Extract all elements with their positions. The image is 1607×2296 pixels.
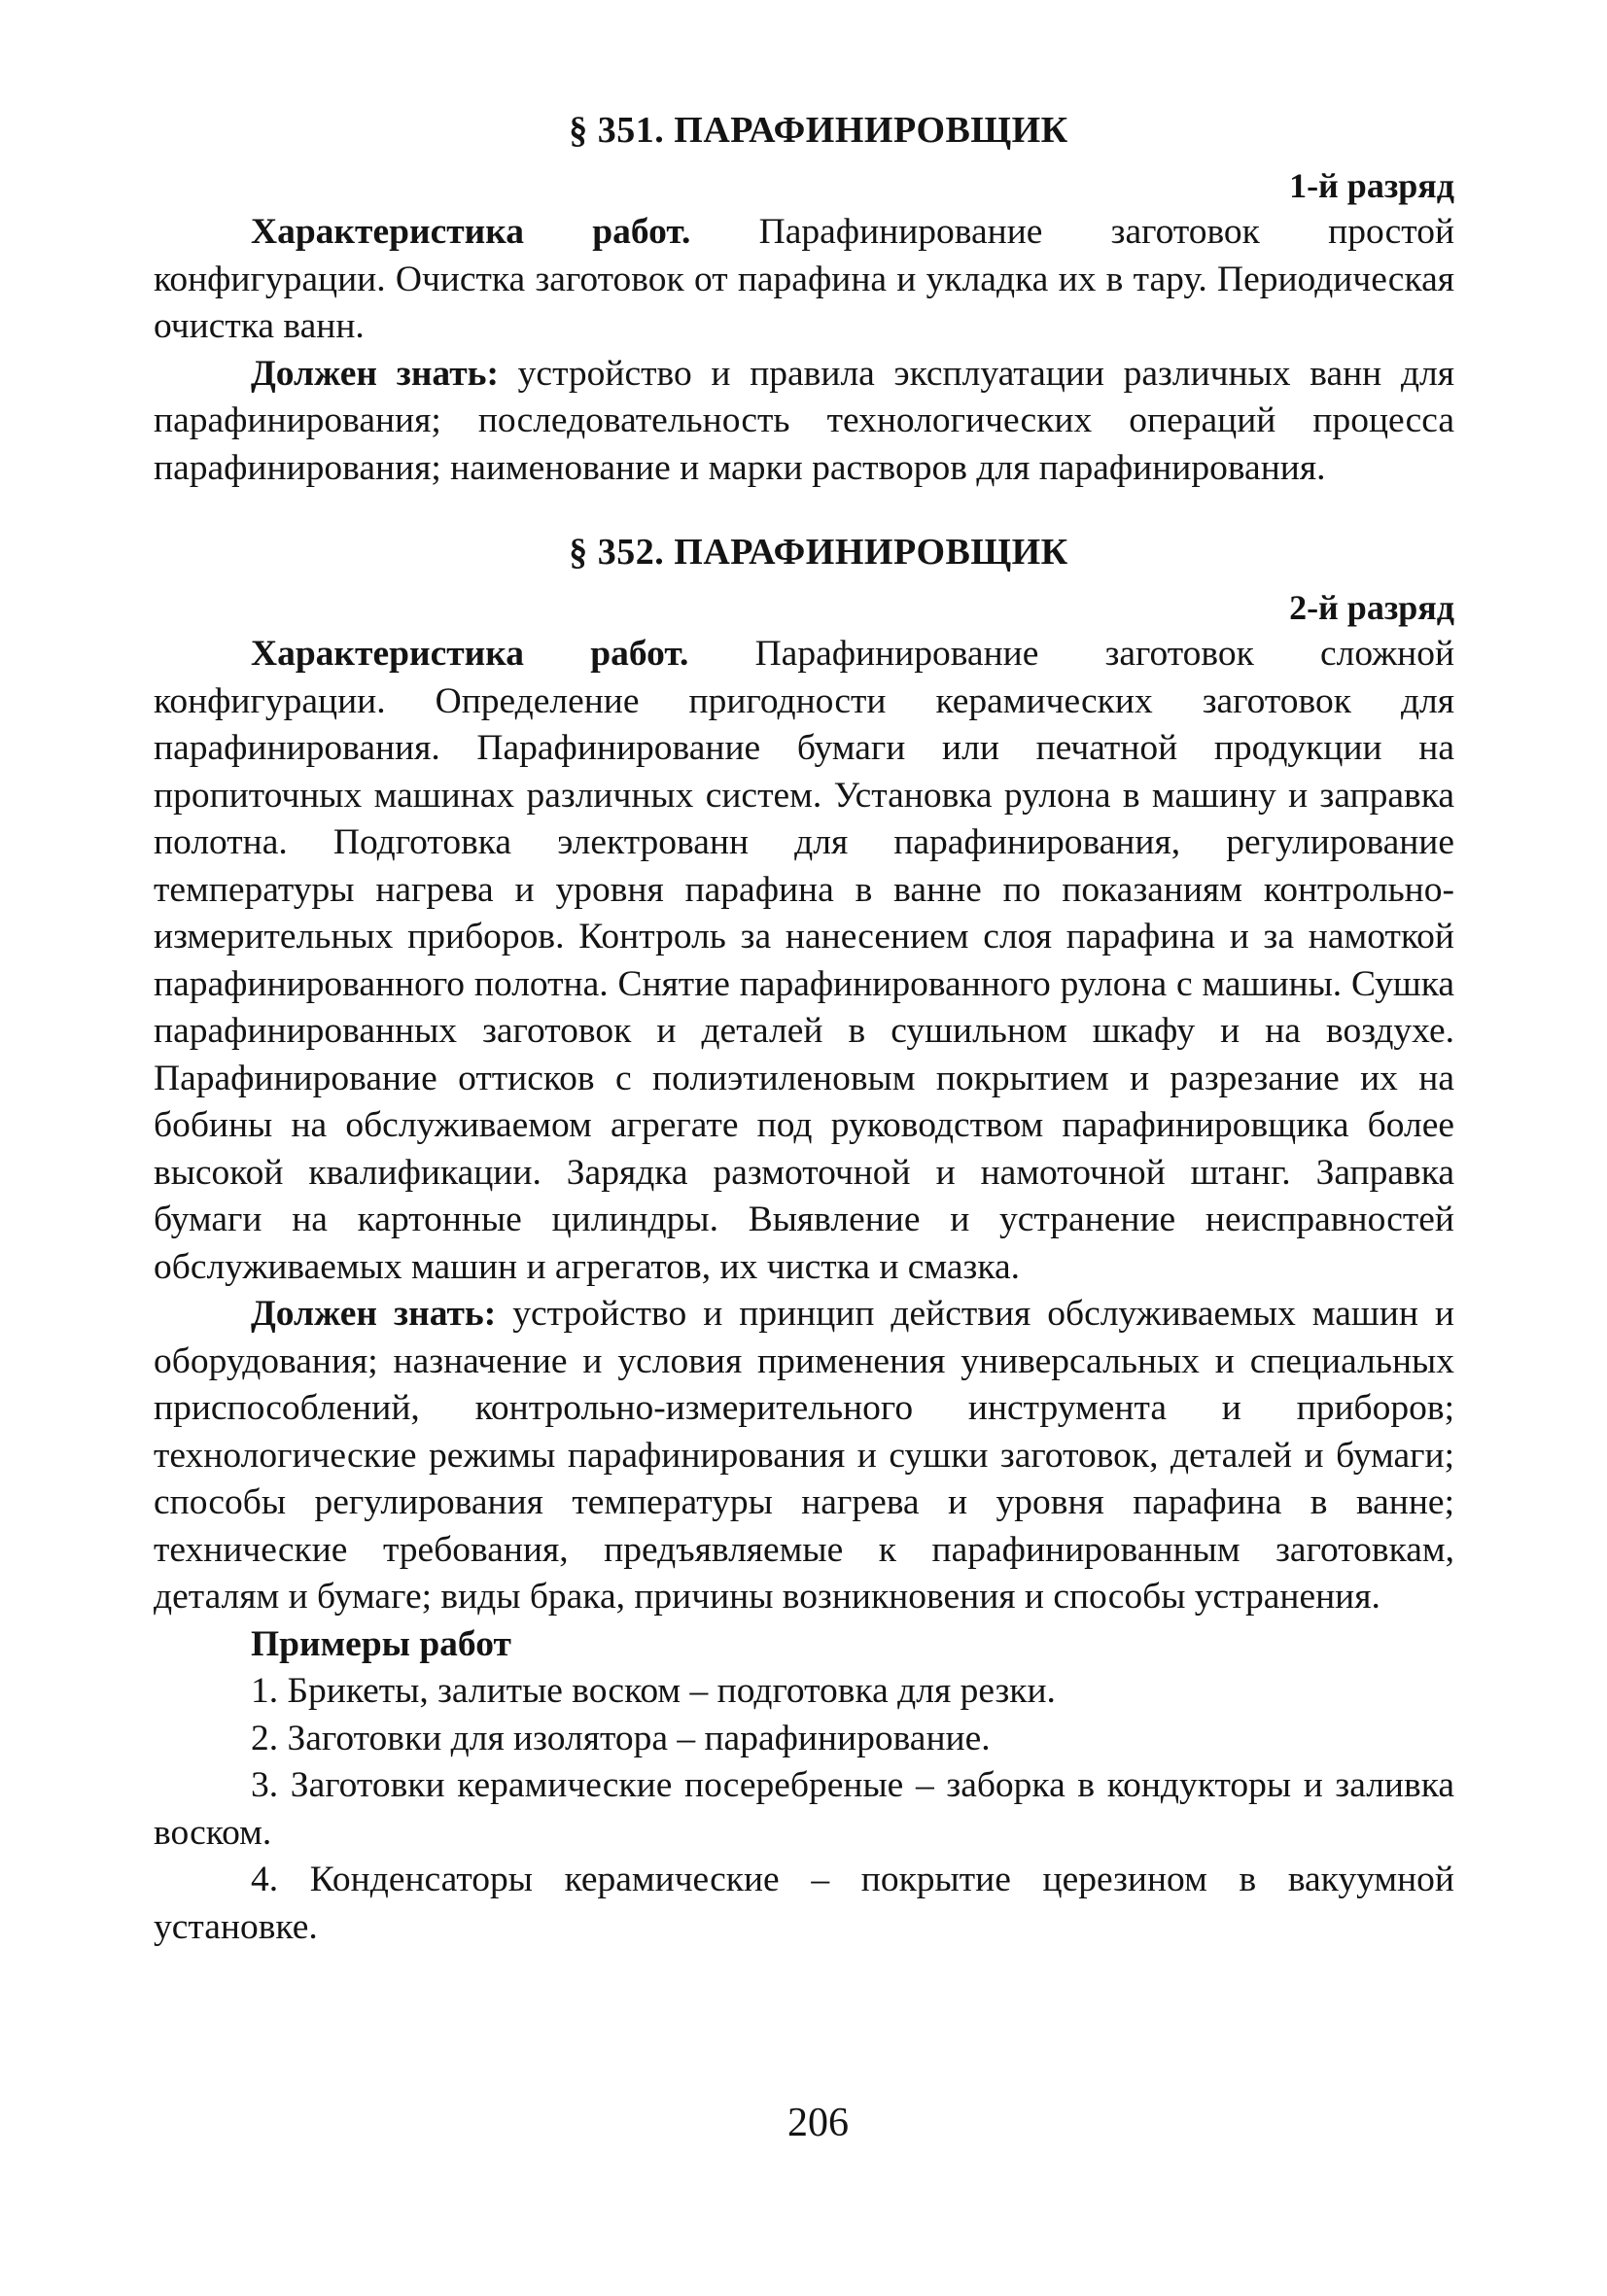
- characteristics-paragraph: [154, 209, 1454, 351]
- page-number: 206: [787, 2101, 849, 2145]
- example-item: 2. Заготовки для изолятора – парафинирование.: [251, 1718, 991, 1758]
- section-title: § 352. ПАРАФИНИРОВЩИК: [569, 532, 1068, 573]
- knowledge-label: Должен знать:: [251, 1294, 497, 1334]
- rank-label: 1-й разряд: [1289, 165, 1454, 205]
- document-page: [154, 107, 1454, 1951]
- knowledge-text: устройство и правила эксплуатации различных ванн для парафинирования; последовательность технологических операций процесса парафинирования; наименование и марки растворов для парафинирования.: [154, 353, 1454, 488]
- section-352: [154, 529, 1454, 1951]
- characteristics-label: Характеристика работ.: [251, 634, 689, 674]
- example-item: 1. Брикеты, залитые воском – подготовка для резки.: [251, 1671, 1056, 1711]
- characteristics-label: Характеристика работ.: [251, 212, 691, 252]
- characteristics-paragraph: [154, 631, 1454, 1291]
- section-351: [154, 107, 1454, 492]
- knowledge-paragraph: [154, 351, 1454, 493]
- knowledge-text: устройство и принцип действия обслуживаемых машин и оборудования; назначение и условия применения универсальных и специальных приспособлений, контрольно-измерительного инструмента и приборов; технологические режимы парафинирования и сушки заготовок, деталей и бумаги; способы регулирования температуры нагрева и уровня парафина в ванне; технические требования, предъявляемые к парафинированным заготовкам, деталям и бумаге; виды брака, причины возникновения и способы устранения.: [154, 1294, 1454, 1617]
- characteristics-text: Парафинирование заготовок простой конфигурации. Очистка заготовок от парафина и укладка их в тару. Периодическая очистка ванн.: [154, 212, 1455, 346]
- knowledge-label: Должен знать:: [251, 353, 499, 394]
- example-item: 4. Конденсаторы керамические – покрытие церезином в вакуумной установке.: [154, 1860, 1454, 1947]
- examples-title: Примеры работ: [251, 1623, 511, 1664]
- characteristics-text: Парафинирование заготовок сложной конфигурации. Определение пригодности керамических заготовок для парафинирования. Парафинирование бумаги или печатной продукции на пропиточных машинах различных систем. Установка рулона в машину и заправка полотна. Подготовка электрованн для парафинирования, регулирование температуры нагрева и уровня парафина в ванне по показаниям контрольно-измерительных приборов. Контроль за нанесением слоя парафина и за намоткой парафинированного полотна. Снятие парафинированного рулона с машины. Сушка парафинированных заготовок и деталей в сушильном шкафу и на воздухе. Парафинирование оттисков с полиэтиленовым покрытием и разрезание их на бобины на обслуживаемом агрегате под руководством парафинировщика более высокой квалификации. Зарядка размоточной и намоточной штанг. Заправка бумаги на картонные цилиндры. Выявление и устранение неисправностей обслуживаемых машин и агрегатов, их чистка и смазка.: [154, 634, 1455, 1287]
- section-spacer: [154, 492, 1454, 529]
- example-item: 3. Заготовки керамические посеребреные – заборка в кондукторы и заливка воском.: [154, 1765, 1454, 1853]
- section-title: § 351. ПАРАФИНИРОВЩИК: [569, 110, 1068, 151]
- knowledge-paragraph: [154, 1291, 1454, 1621]
- rank-label: 2-й разряд: [1289, 587, 1454, 627]
